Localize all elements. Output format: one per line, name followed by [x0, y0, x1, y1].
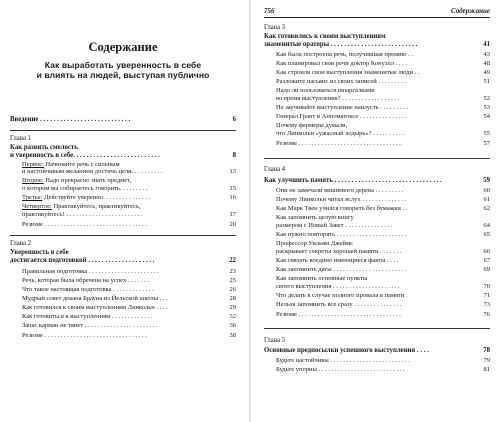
toc-item-2-5[interactable]: Как готовился к своим выступлениям Линкольн . . . . 29 [22, 304, 236, 311]
toc-item-3-2[interactable]: Как планировал свои речи доктор Конуэлл . . . . 48 [276, 60, 490, 67]
toc-item-4-2[interactable]: Почему Линкольн читал вслух . . . . . . . . . . . . . . 61 [276, 196, 490, 203]
toc-intro[interactable]: Введение . . . . . . . . . . . . . . . . . . . . . . . . . . . 6 [10, 116, 236, 123]
toc-item-2-4[interactable]: Мудрый совет декана Брауна из Йельской школы . . . 28 [22, 295, 236, 302]
chapter-1-title-line-1: Как развить смелость [10, 144, 78, 151]
chapter-4-title[interactable]: Как улучшить память . . . . . . . . . . . . . . . . . . . . . . . . . . . . . . . . 59 [264, 177, 490, 184]
toc-summary-1[interactable]: Резюме . . . . . . . . . . . . . . . . . . . . . . . . . . . . . . . . 20 [22, 221, 236, 228]
toc-intro-page: 6 [232, 116, 236, 123]
toc-item-2-6[interactable]: Как готовиться к выступлениям . . . . . . . . . . . . . 32 [22, 313, 236, 320]
toc-item-3-7[interactable]: Генерал Грант в Аппоматоксе . . . . . . . . . . . . . . . 54 [276, 113, 490, 120]
chapter-2-title[interactable]: достигается подготовкой . . . . . . . . . . . . . . . . . . . . 22 [10, 257, 236, 264]
chapter-3-title[interactable]: знаменитые ораторы . . . . . . . . . . . . . . . . . . . . . . . . . . 41 [264, 41, 490, 48]
toc-item-1-1-cont: и настойчивым желанием достичь цели. . . . . . . . . . 13 [22, 168, 236, 175]
section-rule [10, 130, 236, 131]
left-page [10, 0, 236, 422]
chapter-5-title[interactable]: Основные предпосылки успешного выступления . . . . 78 [264, 347, 490, 354]
toc-intro-label: Введение [10, 116, 39, 123]
toc-item-4-9-cont: своего выступления . . . . . . . . . . . . . . . . . . . . . 70 [276, 283, 490, 290]
toc-item-4-7[interactable]: Как связать воедино имеющиеся факты . . . . 67 [276, 257, 490, 264]
toc-item-5-1[interactable]: Будьте настойчивы . . . . . . . . . . . . . . . . . . . . . . . . . 79 [276, 357, 490, 364]
toc-item-4-3[interactable]: Как Марк Твен учился говорить без бумажки . . 62 [276, 205, 490, 212]
chapter-2-title-line-1: Уверенность в себе [10, 249, 69, 256]
chapter-5-heading: Глава 5 [264, 337, 286, 344]
toc-item-3-5-cont: во время выступления? . . . . . . . . . . . . . . . . . . 52 [276, 95, 490, 102]
book-title [10, 60, 236, 80]
chapter-1-title[interactable]: и уверенность в себе. . . . . . . . . . . . . . . . . . . . . . . . . . 8 [10, 152, 236, 159]
running-section-title: Содержание [451, 7, 490, 15]
toc-item-2-7[interactable]: Запас карман не тянет . . . . . . . . . . . . . . . . . . . . . . . 36 [22, 322, 236, 329]
section-rule [10, 235, 236, 236]
toc-item-1-2-cont: о котором вы собираетесь говорить. . . . . . . . . 15 [22, 185, 236, 192]
toc-summary-3[interactable]: Резюме . . . . . . . . . . . . . . . . . . . . . . . . . . . . . . . . 57 [276, 140, 490, 147]
toc-item-4-8[interactable]: Как запомнить даты . . . . . . . . . . . . . . . . . . . . . . . 69 [276, 266, 490, 273]
chapter-2-page: 22 [229, 257, 236, 264]
toc-item-2-3[interactable]: Что такое настоящая подготовка . . . . . . . . . . . . . 26 [22, 286, 236, 293]
toc-item-4-1[interactable]: Они не замечали вишневого дерева . . . . . . . . . 60 [276, 187, 490, 194]
toc-item-3-6[interactable]: Не заучивайте выступление наизусть . . . . . . . . . 53 [276, 104, 490, 111]
toc-item-3-8-cont: что Линкольн «ужасный лодырь»? . . . . . . . . . . 55 [276, 130, 490, 137]
chapter-4-heading: Глава 4 [264, 166, 286, 173]
book-title-line-2: и влиять на людей, выступая публично [36, 70, 210, 80]
section-rule [264, 328, 490, 329]
toc-item-1-4-cont: практикуйтесь! . . . . . . . . . . . . . . . . . . . . . . . . 17 [22, 211, 236, 218]
toc-item-4-6[interactable]: Профессор Уильям Джеймс [276, 240, 353, 247]
toc-item-1-1[interactable]: Первое: Начинайте речь с сильным [22, 161, 120, 168]
toc-item-4-11[interactable]: Нельзя запомнить все сразу . . . . . . . . . . . . . . . 73 [276, 301, 490, 308]
toc-item-2-1[interactable]: Правильная подготовка . . . . . . . . . . . . . . . . . . . . . . 23 [22, 268, 236, 275]
toc-item-4-6-cont: раскрывает секреты хорошей памяти . . . . . . . 66 [276, 248, 490, 255]
chapter-1-heading: Глава 1 [10, 135, 32, 142]
toc-item-3-4[interactable]: Разложите пасьянс из своих записей . . . . . . . . . 51 [276, 78, 490, 85]
toc-item-3-8[interactable]: Почему фермеры думали, [276, 122, 348, 129]
toc-item-4-4[interactable]: Как запомнить целую книгу [276, 214, 354, 221]
chapter-3-page: 41 [483, 41, 490, 48]
toc-item-4-4-cont: размером с Новый Завет . . . . . . . . . . . . . . . 64 [276, 222, 490, 229]
toc-item-1-2[interactable]: Второе: Надо прекрасно знать предмет, [22, 177, 132, 184]
book-title-line-1: Как выработать уверенность в себе [44, 60, 202, 70]
toc-item-4-9[interactable]: Как запомнить основные пункты [276, 275, 368, 282]
page-number: 756 [264, 7, 275, 15]
chapter-4-page: 59 [483, 177, 490, 184]
toc-item-3-5[interactable]: Надо ли пользоваться шпаргалками [276, 87, 375, 94]
toc-item-4-10[interactable]: Что делать в случае полного провала в памяти . 71 [276, 292, 490, 299]
right-page [264, 0, 490, 422]
chapter-3-title-line-1: Как готовились к своим выступлениям [264, 33, 386, 40]
contents-title: Содержание [88, 40, 158, 54]
toc-summary-2[interactable]: Резюме . . . . . . . . . . . . . . . . . . . . . . . . . . . . . . . . 38 [22, 332, 236, 339]
running-header [264, 7, 490, 18]
chapter-5-page: 78 [483, 347, 490, 354]
toc-item-1-3[interactable]: Третье: Действуйте уверенно. . . . . . . . . . . . . . . 16 [22, 194, 236, 201]
toc-item-4-5[interactable]: Как нужно повторять . . . . . . . . . . . . . . . . . . . . . . 65 [276, 231, 490, 238]
section-rule [264, 158, 490, 159]
toc-item-1-4[interactable]: Четвертое: Практикуйтесь, практикуйтесь, [22, 203, 141, 210]
toc-item-3-3[interactable]: Как строили свои выступления знаменитые люди . . 49 [276, 69, 490, 76]
book-gutter [249, 0, 251, 422]
toc-item-2-2[interactable]: Речь, которая была обречена на успех . . . . . . . 25 [22, 277, 236, 284]
toc-item-3-1[interactable]: Как была построена речь, получившая премию . . 43 [276, 51, 490, 58]
toc-summary-4[interactable]: Резюме . . . . . . . . . . . . . . . . . . . . . . . . . . . . . . . . 76 [276, 311, 490, 318]
chapter-1-page: 8 [232, 152, 236, 159]
chapter-2-heading: Глава 2 [10, 240, 32, 247]
toc-item-5-2[interactable]: Будьте упорны . . . . . . . . . . . . . . . . . . . . . . . . . . . 81 [276, 366, 490, 373]
chapter-3-heading: Глава 3 [264, 24, 286, 31]
